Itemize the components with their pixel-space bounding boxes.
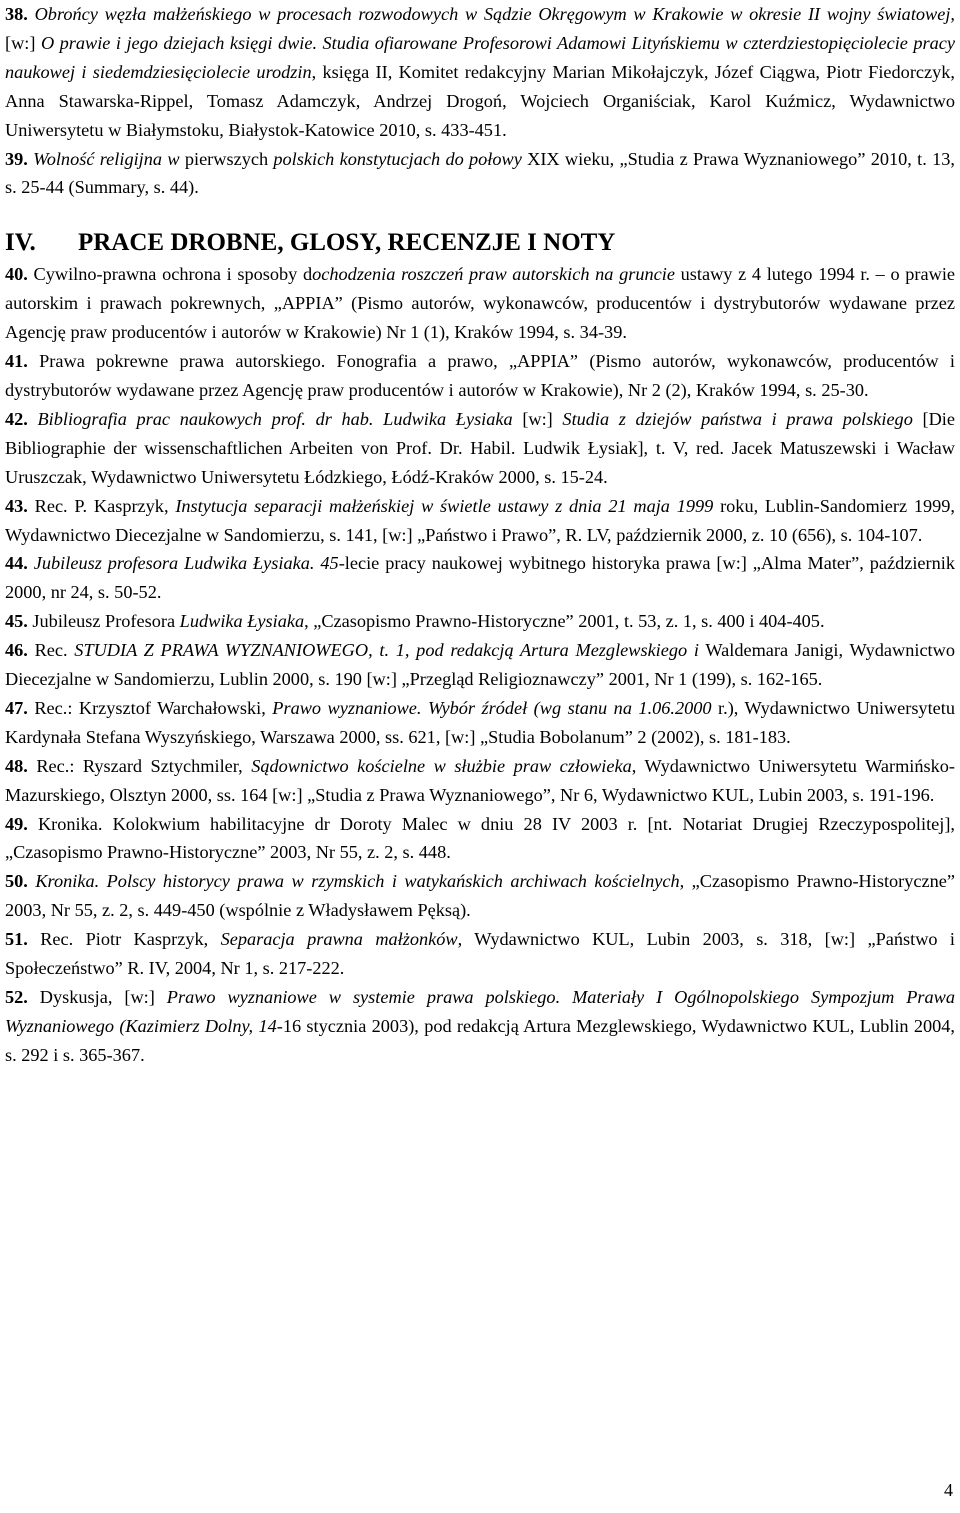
entry-text: Dyskusja, [w:] [27,987,167,1007]
bibliography-entry [5,867,955,925]
entry-text: roku, Lublin-Sandomierz 1999, Wydawnictwo Diecezjalne w Sandomierzu, s. 141, [w:] „Państwo i Prawo”, R. LV, październik 2000, z. 10 (656), s. 104-107. [5,495,955,545]
bibliography-entry [5,0,955,145]
entry-title-text: Obrońcy węzła małżeńskiego w procesach rozwodowych w Sądzie Okręgowym w Krakowie w okresie II wojny światowej, [27,4,955,24]
entry-title-text: polskich konstytucjach do połowy [268,148,528,169]
entry-title-text: O prawie i jego dziejach księgi dwie. Studia ofiarowane Profesorowi Adamowi Lityńskiemu w czterdziestopięciolecie pracy naukowej i siedemdziesięciolecie urodzin [5,32,955,82]
bibliography-entry [5,405,955,492]
bibliography-entry [5,145,955,203]
bibliography-entry [5,549,955,607]
bibliography-entry [5,925,955,983]
entry-title-text: Prawo wyznaniowe. Wybór źródeł (wg stanu na 1.06.2000 [272,697,712,718]
entry-title-text: Separacja prawna małżonków [220,929,458,950]
entry-text: , Wydawnictwo KUL, Lubin 2003, s. 318, [w:] „Państwo i Społeczeństwo” R. IV, 2004, Nr 1, s. 217-222. [5,929,956,979]
entry-number: 45. [5,611,28,632]
entry-text: , Wydawnictwo Uniwersytetu Warmińsko-Mazurskiego, Olsztyn 2000, ss. 164 [w:] „Studia z Prawa Wyznaniowego”, Nr 6, Wydawnictwo KUL, Lubin 2003, s. 191-196. [5,755,955,805]
entry-text: „Czasopismo Prawno-Historyczne” 2003, Nr 55, z. 2, s. 449-450 (wspólnie z Władysławem Pęksą). [5,871,956,921]
entry-number: 44. [5,553,28,574]
bibliography-entry [5,752,955,810]
bibliography-entry [5,492,955,550]
entry-number: 49. [5,813,28,834]
bibliography-entry [5,607,955,636]
entry-number: 50. [5,871,28,892]
entry-text: Kronika. Kolokwium habilitacyjne dr Doroty Malec w dniu 28 IV 2003 r. [nt. Notariat Drugiej Rzeczypospolitej], „Czasopismo Prawno-Historyczne” 2003, Nr 55, z. 2, s. 448. [5,813,955,863]
entry-text: Rec. P. Kasprzyk, [27,495,176,516]
entry-number: 40. [5,264,28,285]
entry-number: 41. [5,351,28,372]
entry-number: 52. [5,987,28,1007]
entry-text: Cywilno-prawna ochrona i sposoby d [27,264,313,285]
bibliography-list-after [5,260,955,1069]
entry-title-text: Instytucja separacji małżeńskiej w świetle ustawy z dnia 21 maja 1999 [175,495,714,516]
entry-text: [w:] [522,408,563,429]
bibliography-entry [5,983,955,1070]
bibliography-entry [5,694,955,752]
entry-text: -lecie pracy naukowej wybitnego historyka prawa [w:] „Alma Mater”, październik 2000, nr 24, s. 50-52. [5,553,955,603]
entry-title-text: Wolność religijna w [27,148,185,169]
page-number: 4 [944,1480,953,1500]
entry-text: [w:] [5,32,41,53]
entry-text: , „Czasopismo Prawno-Historyczne” 2001, t. 53, z. 1, s. 400 i 404-405. [304,611,825,632]
entry-title-text: Ludwika Łysiaka [179,611,305,632]
entry-number: 38. [5,4,28,24]
entry-text: Rec. Piotr Kasprzyk, [27,929,221,950]
entry-text: Rec.: Ryszard Sztychmiler, [27,755,252,776]
entry-number: 43. [5,495,28,516]
entry-text: Waldemara Janigi, Wydawnictwo Diecezjalne w Sandomierzu, Lublin 2000, s. 190 [w:] „Przegląd Religioznawczy” 2001, Nr 1 (199), s. 162-165. [5,640,955,690]
entry-text: Rec. [27,640,75,661]
bibliography-entry [5,347,955,405]
entry-text: ustawy z 4 lutego 1994 r. – o prawie autorskim i prawach pokrewnych, „APPIA” (Pismo autorów, wykonawców, producentów i dystrybutorów wydawane przez Agencję praw producentów i autorów w Krakowie) Nr 1 (1), Kraków 1994, s. 34-39. [5,264,956,343]
bibliography-entry [5,636,955,694]
entry-title-text: Sądownictwo kościelne w służbie praw człowieka [251,755,632,776]
bibliography-entry [5,810,955,868]
entry-number: 39. [5,148,28,169]
entry-title-text: Prawo wyznaniowe w systemie prawa polskiego. Materiały I Ogólnopolskiego Sympozjum Prawa Wyznaniowego (Kazimierz Dolny, 14- [5,987,955,1036]
entry-number: 51. [5,929,28,950]
entry-text: 16 stycznia 2003), pod redakcją Artura Mezglewskiego, Wydawnictwo KUL, Lublin 2004, s. 292 i s. 365-367. [5,1015,955,1065]
entry-text: Prawa pokrewne prawa autorskiego. Fonografia a prawo, „APPIA” (Pismo autorów, wykonawców, producentów i dystrybutorów wydawane przez Agencję praw producentów i autorów w Krakowie), Nr 2 (2), Kraków 1994, s. 25-30. [5,351,955,400]
entry-number: 47. [5,697,28,718]
entry-number: 48. [5,755,28,776]
entry-title-text: Jubileusz profesora Ludwika Łysiaka. 45 [27,553,339,574]
section-heading [5,228,955,258]
entry-title-text: STUDIA Z PRAWA WYZNANIOWEGO, t. 1, pod redakcją Artura Mezglewskiego i [74,640,699,661]
section-number: IV. [5,229,36,257]
entry-text: pierwszych [184,148,269,169]
bibliography-list-before [5,0,955,202]
entry-title-text: ochodzenia roszczeń praw autorskich na gruncie [312,264,675,285]
entry-title-text: Kronika. Polscy historycy prawa w rzymskich i watykańskich archiwach kościelnych, [27,871,685,892]
entry-text: Rec.: Krzysztof Warchałowski, [27,697,273,718]
entry-text: Jubileusz Profesora [27,611,180,632]
document-page [5,0,955,1070]
entry-text: XIX wieku, „Studia z Prawa Wyznaniowego” 2010, t. 13, s. 25-44 (Summary, s. 44). [5,148,955,198]
entry-text: [Die Bibliographie der wissenschaftlichen Arbeiten von Prof. Dr. Habil. Ludwik Łysiak], t. V, red. Jacek Matuszewski i Wacław Uruszczak, Wydawnictwo Uniwersytetu Łódzkiego, Łódź-Kraków 2000, s. 15-24. [5,408,955,487]
entry-number: 46. [5,640,28,661]
section-title: PRACE DROBNE, GLOSY, RECENZJE I NOTY [78,229,616,257]
bibliography-entry [5,260,955,347]
entry-title-text: Studia z dziejów państwa i prawa polskiego [562,408,913,429]
entry-text: , księga II, Komitet redakcyjny Marian Mikołajczyk, Józef Ciągwa, Piotr Fiedorczyk, Anna Stawarska-Rippel, Tomasz Adamczyk, Andrzej Drogoń, Wojciech Organiściak, Karol Kuźmicz, Wydawnictwo Uniwersytetu w Białymstoku, Białystok-Katowice 2010, s. 433-451. [5,61,955,140]
entry-number: 42. [5,408,28,429]
entry-title-text: Ludwika Łysiaka [373,408,523,429]
entry-title-text: Bibliografia prac naukowych prof. dr hab. [27,408,374,429]
entry-text: r.), Wydawnictwo Uniwersytetu Kardynała Stefana Wyszyńskiego, Warszawa 2000, ss. 621, [w:] „Studia Bobolanum” 2 (2002), s. 181-183. [5,697,955,747]
